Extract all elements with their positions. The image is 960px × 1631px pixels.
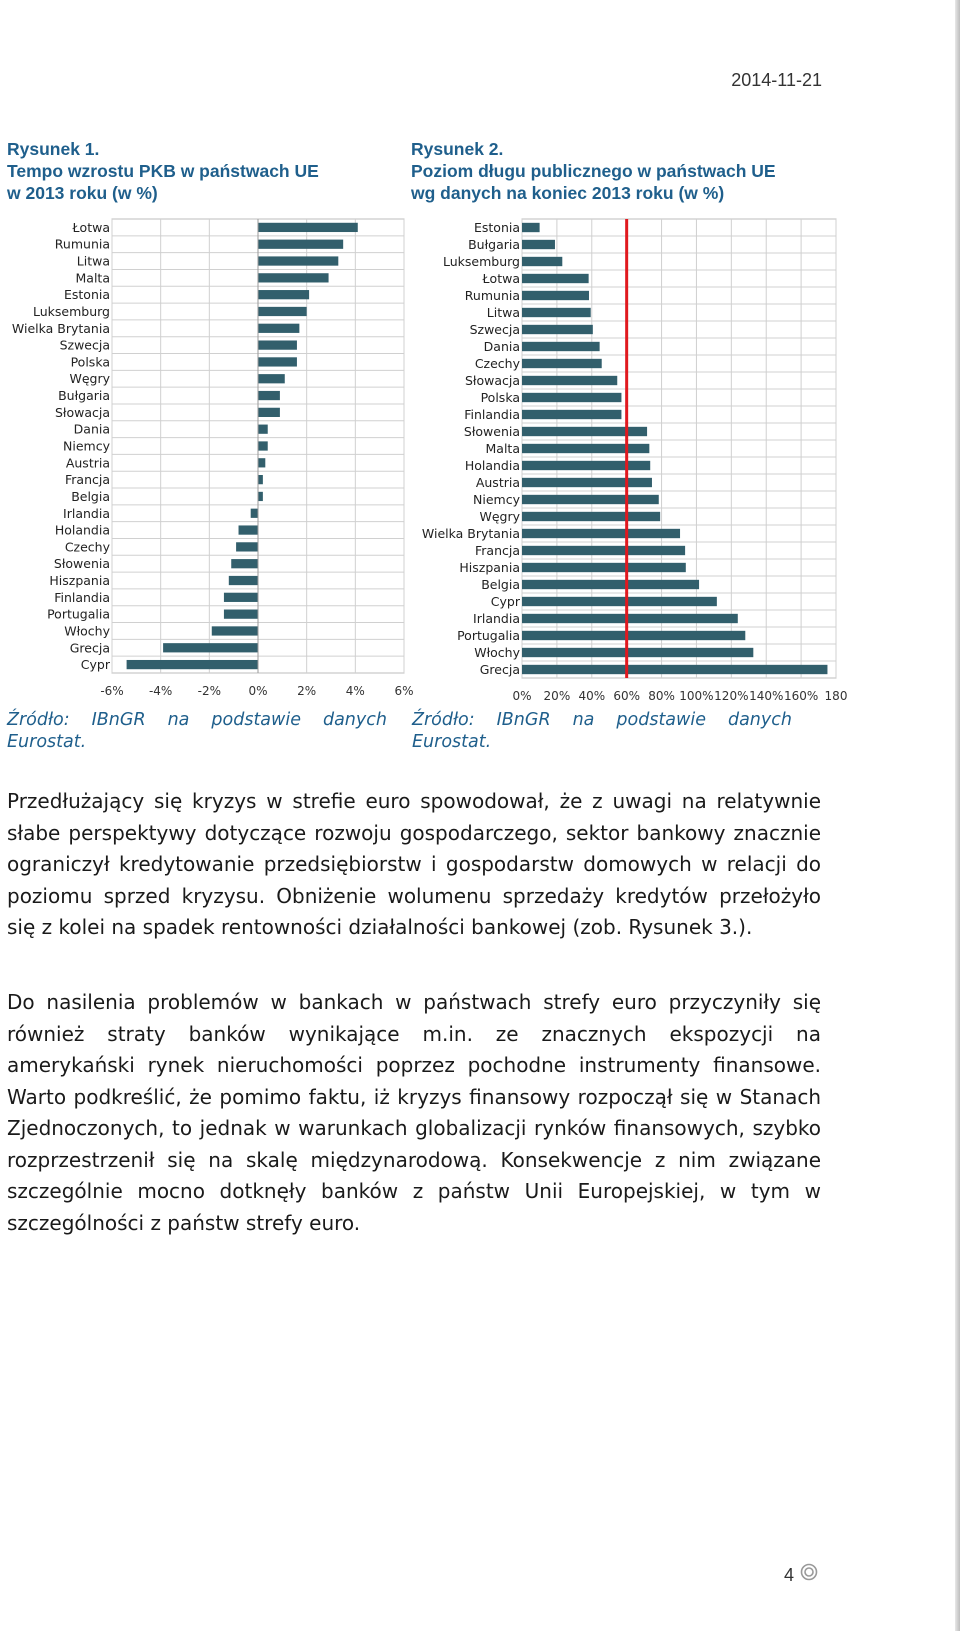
gdp-chart-tick-label: 2% xyxy=(297,684,317,698)
debt-chart-bar xyxy=(522,410,621,419)
debt-chart-bar xyxy=(522,308,591,317)
gdp-chart-category-label: Włochy xyxy=(64,623,110,639)
body-paragraph-1: Przedłużający się kryzys w strefie euro spowodował, że z uwagi na relatywnie słabe perspektywy dotyczące rozwoju gospodarczego, sektor bankowy znacznie ograniczył kredytowanie przedsiębiorstw i gospodarstw domowych w relacji do poziomu sprzed kryzysu. Obniżenie wolumenu sprzedaży kredytów przełożyło się z kolei na spadek rentowności działalności bankowej (zob. Rysunek 3.). xyxy=(7,789,821,939)
gdp-chart-category-label: Łotwa xyxy=(72,219,110,235)
debt-chart-bar xyxy=(522,648,753,657)
debt-chart-category-label: Finlandia xyxy=(464,407,520,422)
debt-chart-category-label: Węgry xyxy=(479,509,520,524)
debt-chart-tick-label: 120% xyxy=(714,689,749,703)
figure2-label: Rysunek 2. xyxy=(411,139,504,159)
debt-chart-bar xyxy=(522,325,593,334)
gdp-chart-category-label: Irlandia xyxy=(63,505,110,521)
debt-chart-category-label: Słowacja xyxy=(464,373,520,388)
figure2-source-line2: Eurostat. xyxy=(412,732,492,752)
debt-chart-category-label: Wielka Brytania xyxy=(421,526,520,541)
gdp-chart-tick-label: 4% xyxy=(345,684,365,698)
figure2-source-word: Źródło: xyxy=(412,710,475,730)
debt-chart-tick-label: 160% xyxy=(783,689,819,703)
debt-chart-bar xyxy=(522,665,827,674)
debt-chart-category-label: Włochy xyxy=(474,645,520,660)
gdp-chart-category-label: Cypr xyxy=(80,657,110,673)
figure1-source-word: podstawie xyxy=(211,710,301,730)
gdp-chart-category-label: Słowenia xyxy=(53,556,110,572)
debt-chart-category-label: Niemcy xyxy=(473,492,520,507)
debt-chart-bar xyxy=(522,512,660,521)
debt-chart-bar xyxy=(522,580,699,589)
gdp-chart-category-label: Grecja xyxy=(69,640,110,656)
gdp-chart-category-label: Wielka Brytania xyxy=(11,320,110,336)
concentric-circles-icon xyxy=(800,1563,818,1581)
debt-chart-tick-label: 100% xyxy=(679,689,714,703)
figure1-source-word: danych xyxy=(322,710,387,730)
public-debt-chart xyxy=(0,0,848,703)
debt-chart-category-label: Słowenia xyxy=(463,424,520,439)
debt-chart-tick-label: 20% xyxy=(543,689,571,703)
debt-chart-bar xyxy=(522,291,589,300)
gdp-chart-tick-label: -4% xyxy=(148,684,173,698)
figure2-title-line2: wg danych na koniec 2013 roku (w %) xyxy=(411,183,725,203)
gdp-chart-category-label: Niemcy xyxy=(63,438,110,454)
debt-chart-bar xyxy=(522,495,659,504)
gdp-chart-category-label: Belgia xyxy=(71,488,110,504)
debt-chart-category-label: Bułgaria xyxy=(468,237,520,252)
gdp-chart-category-label: Holandia xyxy=(54,522,110,538)
figure2-title-line1: Poziom długu publicznego w państwach UE xyxy=(411,161,776,181)
debt-chart-bar xyxy=(522,274,589,283)
debt-chart-category-label: Malta xyxy=(485,441,520,456)
gdp-chart-tick-label: 6% xyxy=(394,684,414,698)
gdp-chart-category-label: Szwecja xyxy=(59,337,110,353)
debt-chart-bar xyxy=(522,257,562,266)
debt-chart-bar xyxy=(522,223,540,232)
gdp-chart-category-label: Estonia xyxy=(63,287,110,303)
debt-chart-bar xyxy=(522,529,680,538)
gdp-chart-category-label: Finlandia xyxy=(54,589,110,605)
debt-chart-bar xyxy=(522,393,621,402)
debt-chart-bar xyxy=(522,427,647,436)
figure2-source-word: IBnGR xyxy=(496,710,551,730)
page-edge xyxy=(955,0,960,1631)
debt-chart-bar xyxy=(522,376,617,385)
debt-chart-category-label: Grecja xyxy=(479,662,520,677)
gdp-chart-category-label: Polska xyxy=(70,354,110,370)
debt-chart-bar xyxy=(522,342,600,351)
debt-chart-bar xyxy=(522,240,555,249)
gdp-chart-tick-label: -6% xyxy=(100,684,124,698)
debt-chart-tick-label: 0% xyxy=(512,689,532,703)
debt-chart-category-label: Hiszpania xyxy=(459,560,520,575)
debt-chart-bar xyxy=(522,461,650,470)
gdp-chart-category-label: Litwa xyxy=(76,253,110,269)
debt-chart-category-label: Holandia xyxy=(464,458,520,473)
figure1-title-line1: Tempo wzrostu PKB w państwach UE xyxy=(7,161,319,181)
debt-chart-bar xyxy=(522,546,685,555)
body-paragraph-2: Do nasilenia problemów w bankach w państwach strefy euro przyczyniły się również straty banków wynikające m.in. ze znacznych ekspozycji na amerykański rynek nieruchomości poprzez pochodne instrumenty finansowe. Warto podkreślić, że pomimo faktu, iż kryzys finansowy rozpoczął się w Stanach Zjednoczonych, to jednak w warunkach globalizacji rynków finansowych, szybko rozprzestrzenił się na skalę międzynarodową. Konsekwencje z nim związane szczególnie mocno dotknęły banków z państw Unii Europejskiej, w tym w szczególności z państw strefy euro. xyxy=(7,990,821,1235)
debt-chart-tick-label: 80% xyxy=(648,689,675,703)
figure1-title-line2: w 2013 roku (w %) xyxy=(7,183,158,203)
debt-chart-category-label: Francja xyxy=(474,543,520,558)
gdp-chart-category-label: Luksemburg xyxy=(33,303,110,319)
debt-chart-category-label: Austria xyxy=(475,475,520,490)
gdp-chart-category-label: Węgry xyxy=(69,371,110,387)
gdp-chart-category-label: Francja xyxy=(64,472,110,488)
debt-chart-category-label: Litwa xyxy=(486,305,520,320)
gdp-chart-tick-label: -2% xyxy=(197,684,222,698)
debt-chart-bar xyxy=(522,563,686,572)
debt-chart-bar xyxy=(522,359,602,368)
debt-chart-category-label: Irlandia xyxy=(473,611,520,626)
figure1-source-line2: Eurostat. xyxy=(7,732,87,752)
figure2-source-word: podstawie xyxy=(616,710,706,730)
debt-chart-category-label: Luksemburg xyxy=(443,254,520,269)
debt-chart-bar xyxy=(522,631,745,640)
gdp-chart-category-label: Rumunia xyxy=(54,236,110,252)
debt-chart-category-label: Dania xyxy=(483,339,520,354)
debt-chart-tick-label: 180 xyxy=(824,689,848,703)
debt-chart-tick-label: 60% xyxy=(613,689,641,703)
figure1-source xyxy=(7,709,387,753)
debt-chart-category-label: Szwecja xyxy=(469,322,520,337)
gdp-chart-category-label: Bułgaria xyxy=(58,388,110,404)
figure1-source-word: IBnGR xyxy=(91,710,146,730)
gdp-chart-category-label: Czechy xyxy=(64,539,110,555)
figure1-source-word: Źródło: xyxy=(7,710,70,730)
gdp-chart-category-label: Portugalia xyxy=(47,606,110,622)
figure2-source-word: danych xyxy=(727,710,792,730)
figure2-source-word: na xyxy=(572,710,595,730)
debt-chart-bar xyxy=(522,444,649,453)
debt-chart-category-label: Łotwa xyxy=(482,271,520,286)
gdp-chart-category-label: Malta xyxy=(75,270,110,286)
gdp-chart-category-label: Słowacja xyxy=(54,404,110,420)
debt-chart-bar xyxy=(522,597,717,606)
gdp-chart-category-label: Hiszpania xyxy=(49,573,110,589)
debt-chart-tick-label: 140% xyxy=(749,689,784,703)
page-number: 4 xyxy=(784,1565,795,1585)
header-date: 2014-11-21 xyxy=(731,70,822,90)
gdp-chart-category-label: Dania xyxy=(73,421,110,437)
debt-chart-category-label: Estonia xyxy=(473,220,520,235)
figure1-source-word: na xyxy=(167,710,190,730)
figure2-source xyxy=(412,709,792,753)
debt-chart-category-label: Cypr xyxy=(490,594,520,609)
debt-chart-category-label: Portugalia xyxy=(457,628,520,643)
debt-chart-bar xyxy=(522,614,738,623)
debt-chart-category-label: Polska xyxy=(480,390,520,405)
gdp-chart-category-label: Austria xyxy=(65,455,110,471)
debt-chart-category-label: Belgia xyxy=(481,577,520,592)
debt-chart-bar xyxy=(522,478,652,487)
debt-chart-category-label: Rumunia xyxy=(464,288,520,303)
debt-chart-category-label: Czechy xyxy=(474,356,520,371)
gdp-chart-tick-label: 0% xyxy=(248,684,268,698)
debt-chart-tick-label: 40% xyxy=(578,689,606,703)
figure1-label: Rysunek 1. xyxy=(7,139,100,159)
